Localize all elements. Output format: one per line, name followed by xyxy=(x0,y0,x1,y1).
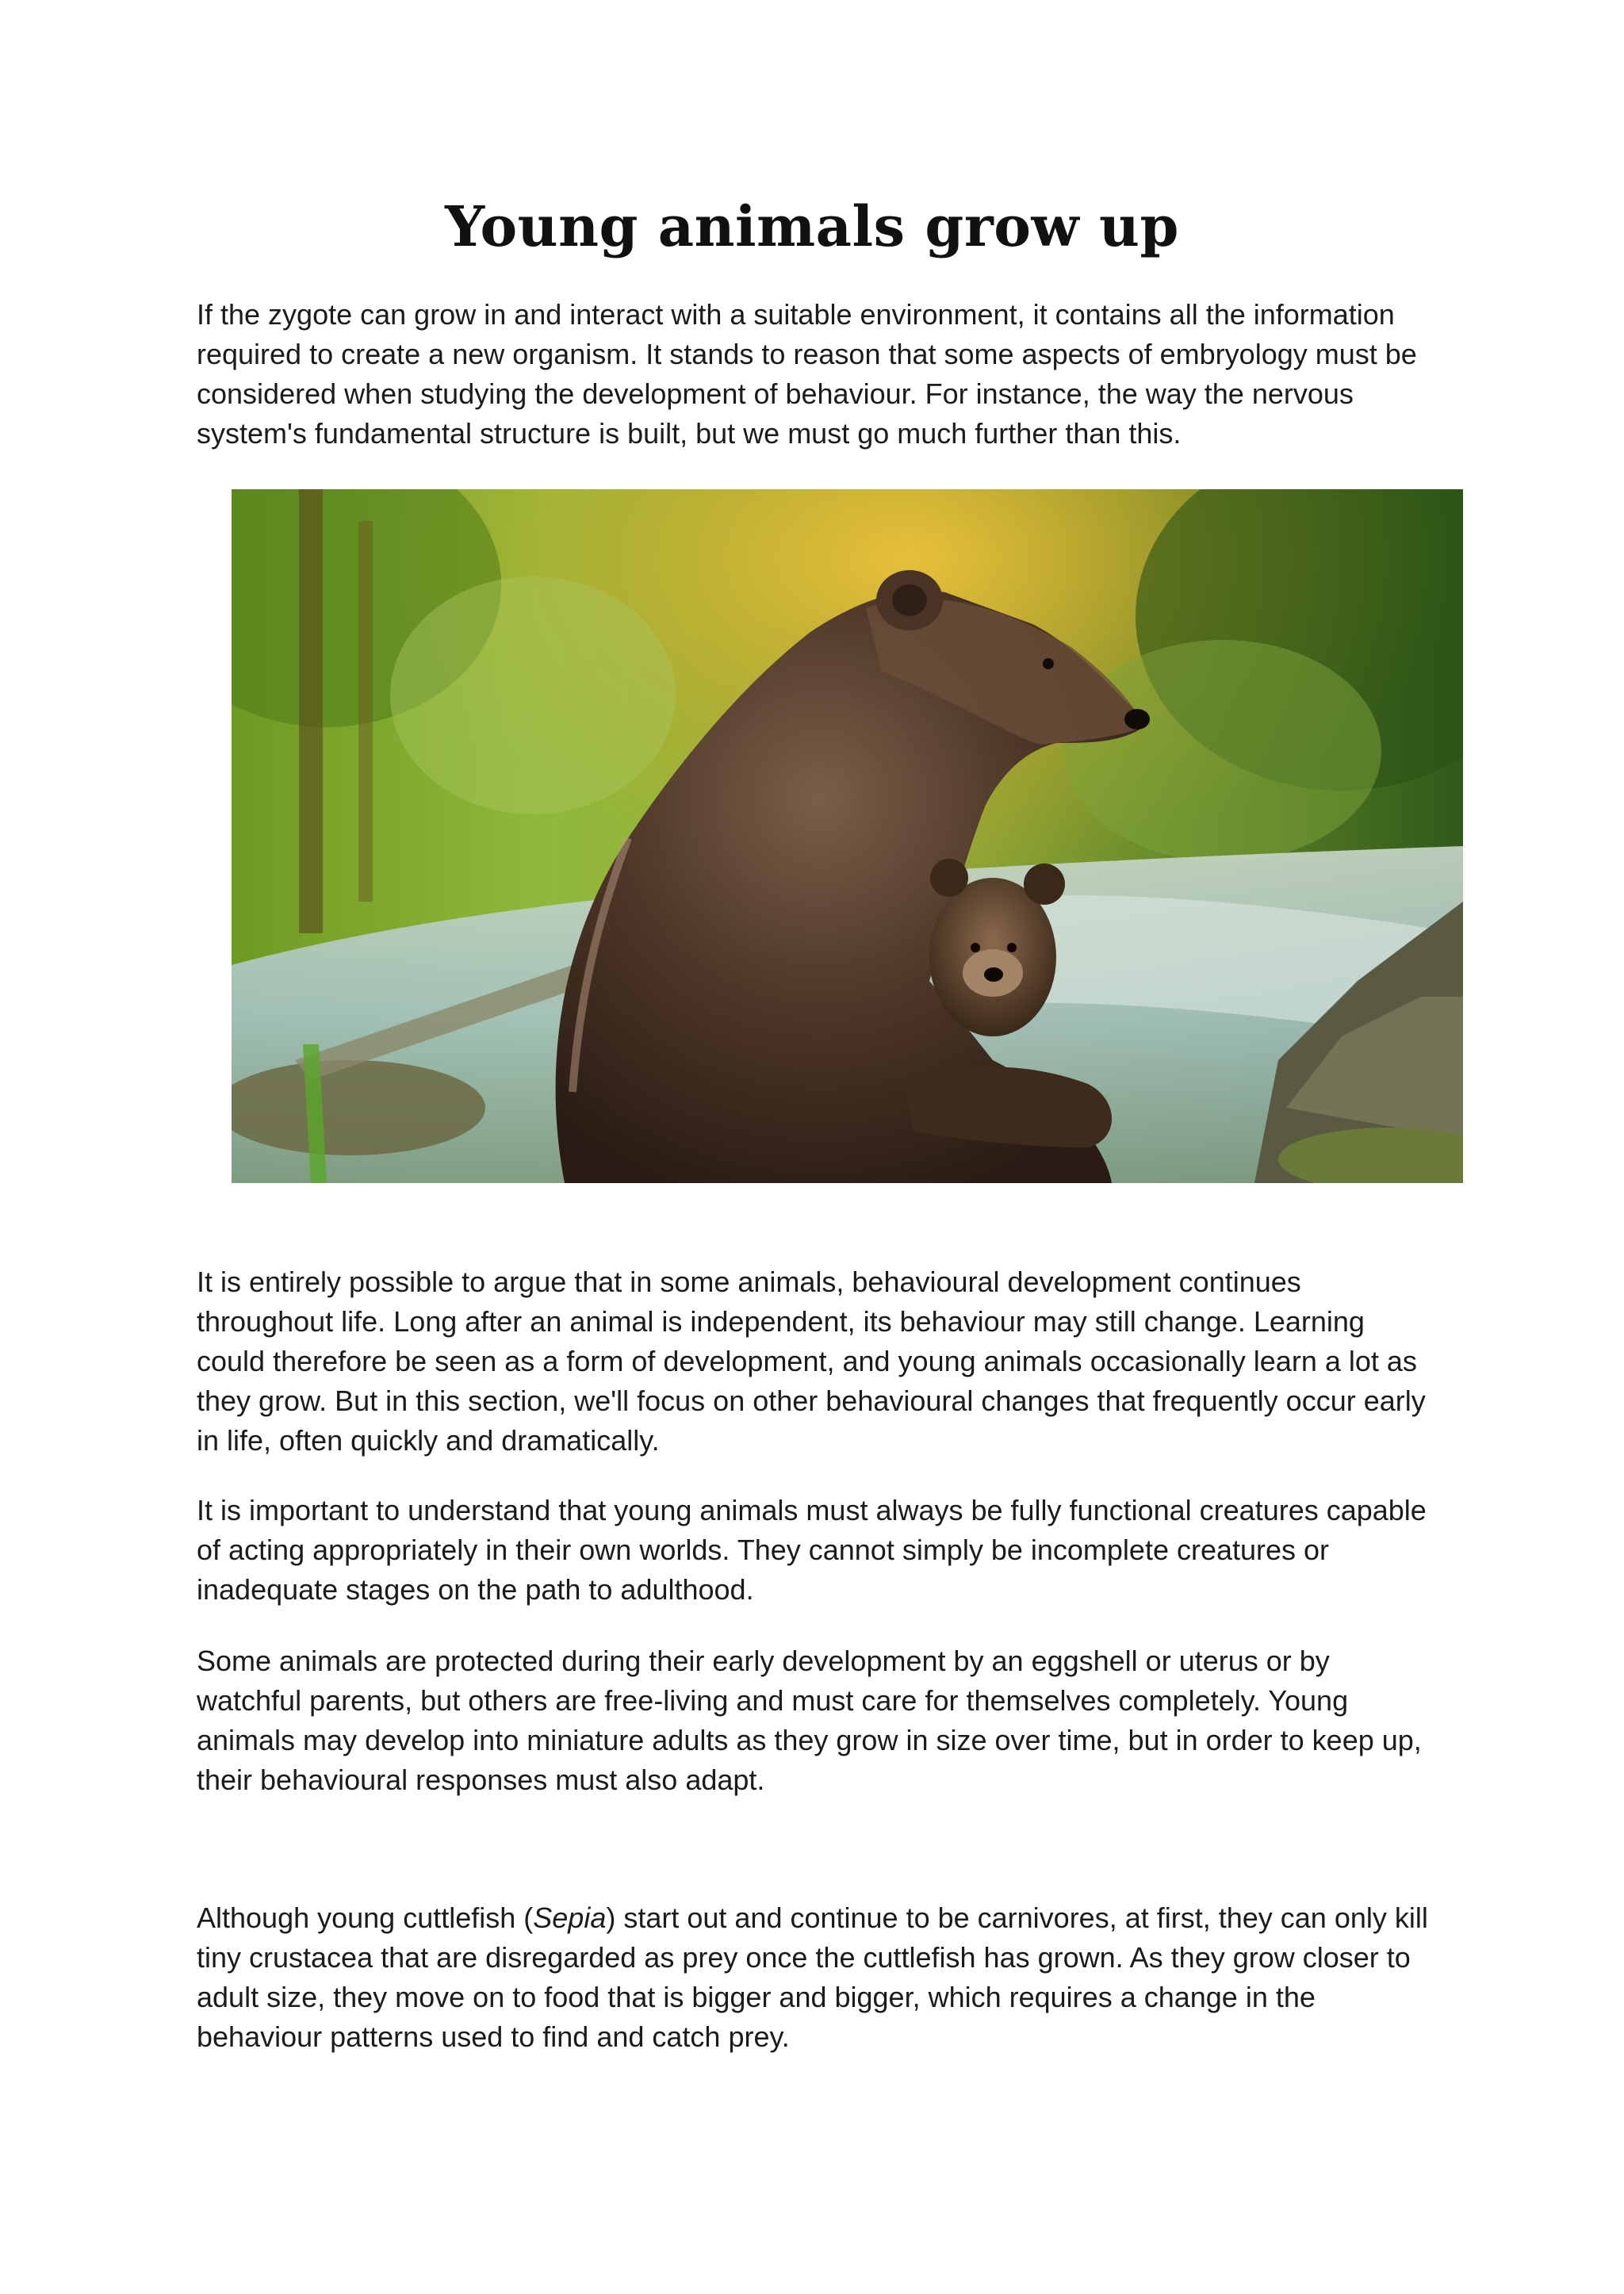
paragraph-development-throughout-life: It is entirely possible to argue that in some animals, behavioural development continues throughout life. Long after an animal is independent, its behaviour may still change. Learning could therefore be seen as a form of development, and young animals occasionally learn a lot as they grow. But in this section, we'll focus on other behavioural changes that frequently occur early in life, often quickly and dramatically. xyxy=(197,1266,1426,1457)
cuttlefish-text-after: ) start out and continue to be carnivores, at first, they can only kill tiny crustacea that are disregarded as prey once the cuttlefish has grown. As they grow closer to adult size, they move on to food that is bigger and bigger, which requires a change in the behaviour patterns used to find and catch prey. xyxy=(197,1901,1428,2053)
paragraph-functional-creatures: It is important to understand that young animals must always be fully functional creatures capable of acting appropriately in their own worlds. They cannot simply be incomplete creatures or inadequate stages on the path to adulthood. xyxy=(197,1494,1427,1606)
species-name-sepia: Sepia xyxy=(533,1901,607,1934)
page-title: Young animals grow up xyxy=(445,193,1179,259)
bear-and-cub-photo xyxy=(232,489,1463,1183)
paragraph-intro: If the zygote can grow in and interact with a suitable environment, it contains all the information required to create a new organism. It stands to reason that some aspects of embryology must be considered when studying the development of behaviour. For instance, the way the nervous system's fundamental structure is built, but we must go much further than this. xyxy=(197,298,1417,450)
paragraph-cuttlefish xyxy=(197,1898,1434,2057)
paragraph-protection: Some animals are protected during their early development by an eggshell or uterus or by watchful parents, but others are free-living and must care for themselves completely. Young animals may develop into miniature adults as they grow in size over time, but in order to keep up, their behavioural responses must also adapt. xyxy=(197,1645,1422,1796)
cuttlefish-text-before: Although young cuttlefish ( xyxy=(197,1901,534,1934)
